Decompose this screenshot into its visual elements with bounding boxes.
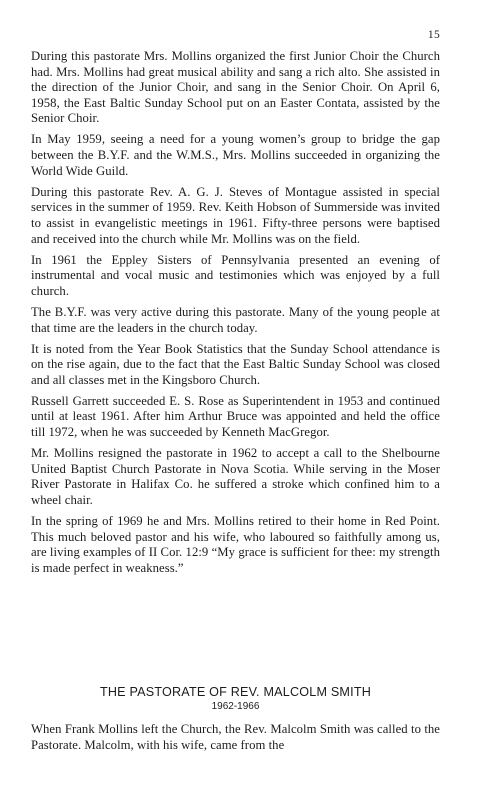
paragraph-superintendents: Russell Garrett succeeded E. S. Rose as Superintendent in 1953 and continued until at least 1961. After him Arthur Bruce was appointed and held the office till 1972, when he was succeeded by Kenneth MacGregor. — [31, 393, 440, 440]
paragraph-resignation: Mr. Mollins resigned the pastorate in 1962 to accept a call to the Shelbourne United Baptist Church Pastorate in Nova Scotia. While serving in the Moser River Pastorate in Halifax Co. he suffered a stroke which confined him to a wheel chair. — [31, 446, 440, 507]
paragraph-junior-choir: During this pastorate Mrs. Mollins organized the first Junior Choir the Church had. Mrs. Mollins had great musical ability and sang a rich alto. She assisted in the direction of the Junior Choir, and sang in the Senior Choir. On April 6, 1958, the East Baltic Sunday School put on an Easter Contata, assisted by the Senior Choir. — [31, 49, 440, 126]
paragraph-retirement: In the spring of 1969 he and Mrs. Mollins retired to their home in Red Point. This much beloved pastor and his wife, who laboured so faithfully among us, are living examples of II Cor. 12:9 “My grace is sufficient for thee: my strength is made perfect in weakness.” — [31, 514, 440, 575]
section-years: 1962-1966 — [211, 701, 260, 712]
paragraph-byf: The B.Y.F. was very active during this pastorate. Many of the young people at that time are the leaders in the church today. — [31, 304, 440, 335]
paragraph-world-wide-guild: In May 1959, seeing a need for a young women’s group to bridge the gap between the B.Y.F. and the W.M.S., Mrs. Mollins succeeded in organizing the World Wide Guild. — [31, 132, 440, 178]
paragraph-eppley-sisters: In 1961 the Eppley Sisters of Pennsylvania presented an evening of instrumental and vocal music and testimonies which was enjoyed by a full church. — [31, 252, 440, 298]
document-page — [31, 0, 440, 800]
section-heading: THE PASTORATE OF REV. MALCOLM SMITH — [99, 685, 372, 699]
paragraph-special-services: During this pastorate Rev. A. G. J. Steves of Montague assisted in special services in the summer of 1959. Rev. Keith Hobson of Summerside was invited to assist in evangelistic meetings in 1961. Fifty-three persons were baptised and received into the church while Mr. Mollins was on the field. — [31, 184, 440, 246]
section-body — [31, 722, 440, 759]
page-number: 15 — [427, 29, 440, 41]
paragraph-malcolm-smith: When Frank Mollins left the Church, the Rev. Malcolm Smith was called to the Pastorate. Malcolm, with his wife, came from the — [31, 722, 440, 752]
body-text — [31, 49, 440, 582]
paragraph-sunday-school: It is noted from the Year Book Statistics that the Sunday School attendance is on the rise again, due to the fact that the East Baltic Sunday School was closed and all classes met in the Kingsboro Church. — [31, 341, 440, 387]
